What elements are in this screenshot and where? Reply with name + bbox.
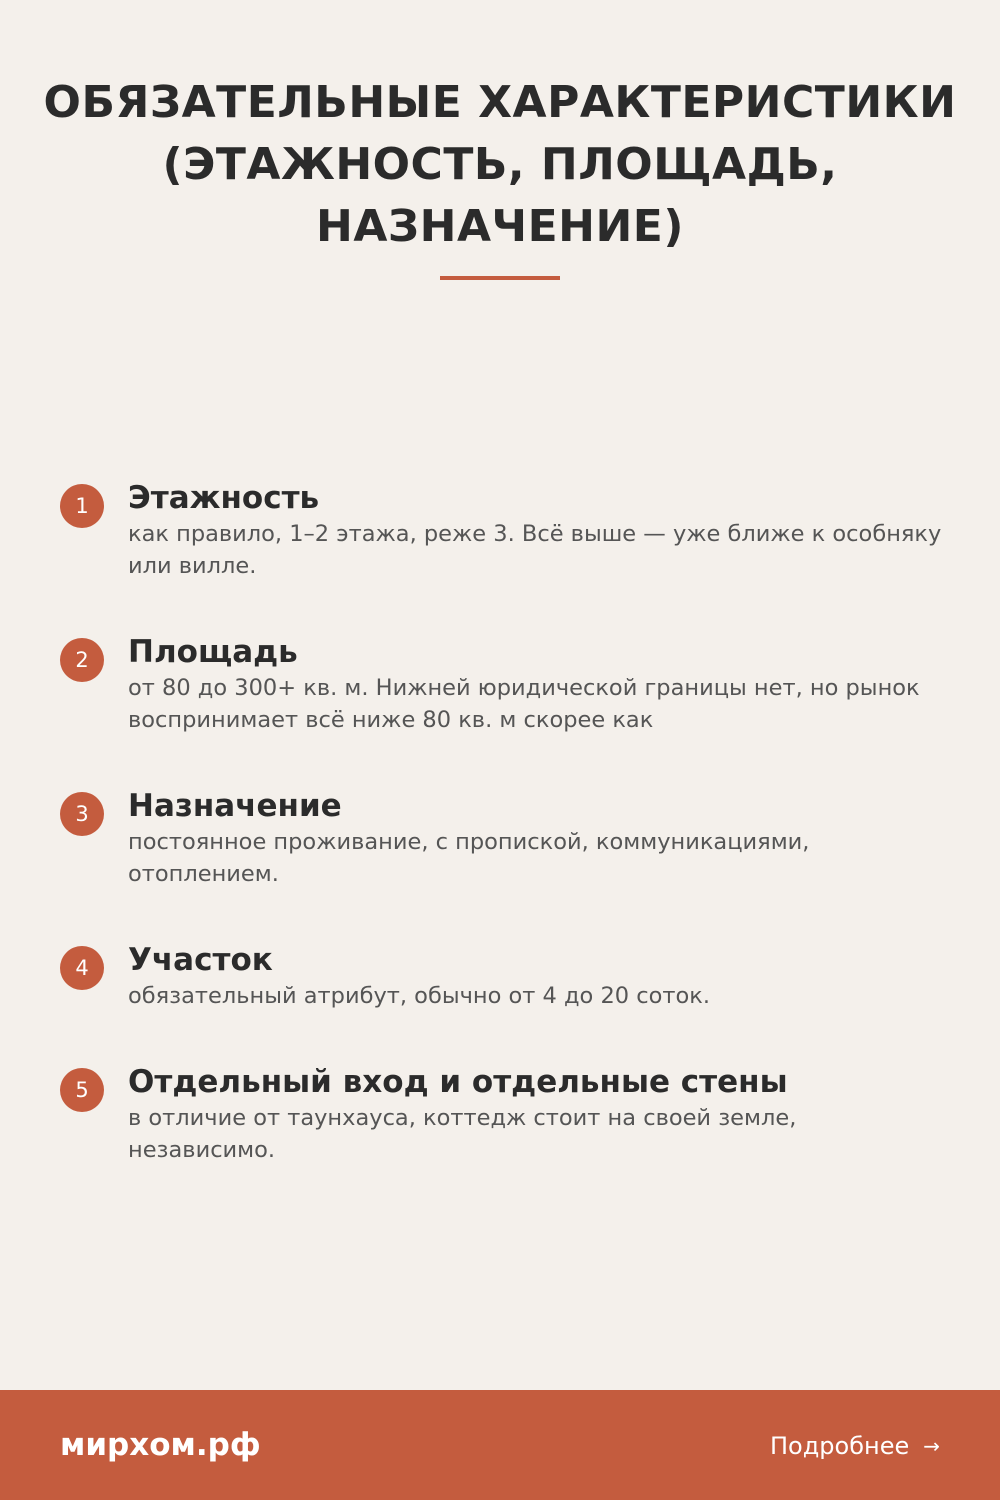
page-title: ОБЯЗАТЕЛЬНЫЕ ХАРАКТЕРИСТИКИ (ЭТАЖНОСТЬ, ПЛОЩАДЬ, НАЗНАЧЕНИЕ) xyxy=(43,77,957,252)
more-link-label: Подробнее xyxy=(769,1432,910,1460)
list-item-plot xyxy=(60,940,950,1062)
list-item-separate-entrance xyxy=(60,1062,950,1166)
header xyxy=(40,72,960,280)
more-link[interactable] xyxy=(770,1430,940,1462)
item-number-badge: 4 xyxy=(60,946,104,990)
list-item-purpose xyxy=(60,786,950,940)
list-item-area xyxy=(60,632,950,786)
item-number-badge: 1 xyxy=(60,484,104,528)
footer-bar xyxy=(0,1390,1000,1500)
item-title: Площадь xyxy=(128,634,298,670)
arrow-right-icon: → xyxy=(923,1434,940,1458)
item-description: постоянное проживание, с пропиской, коммуникациями, отоплением. xyxy=(128,829,810,887)
item-number-badge: 3 xyxy=(60,792,104,836)
item-title: Отдельный вход и отдельные стены xyxy=(128,1064,788,1100)
site-name[interactable]: мирхом.рф xyxy=(60,1427,261,1463)
item-number-badge: 2 xyxy=(60,638,104,682)
characteristics-list xyxy=(60,478,950,1166)
title-underline xyxy=(440,276,560,280)
item-title: Назначение xyxy=(128,788,342,824)
item-title: Этажность xyxy=(128,480,320,516)
item-number-badge: 5 xyxy=(60,1068,104,1112)
item-title: Участок xyxy=(128,942,273,978)
item-description: как правило, 1–2 этажа, реже 3. Всё выше — уже ближе к особняку или вилле. xyxy=(128,521,942,579)
item-description: в отличие от таунхауса, коттедж стоит на своей земле, независимо. xyxy=(128,1105,797,1163)
item-description: от 80 до 300+ кв. м. Нижней юридической границы нет, но рынок воспринимает всё ниже 80 кв. м скорее как xyxy=(128,675,920,733)
list-item-floors xyxy=(60,478,950,632)
item-description: обязательный атрибут, обычно от 4 до 20 соток. xyxy=(128,983,711,1009)
